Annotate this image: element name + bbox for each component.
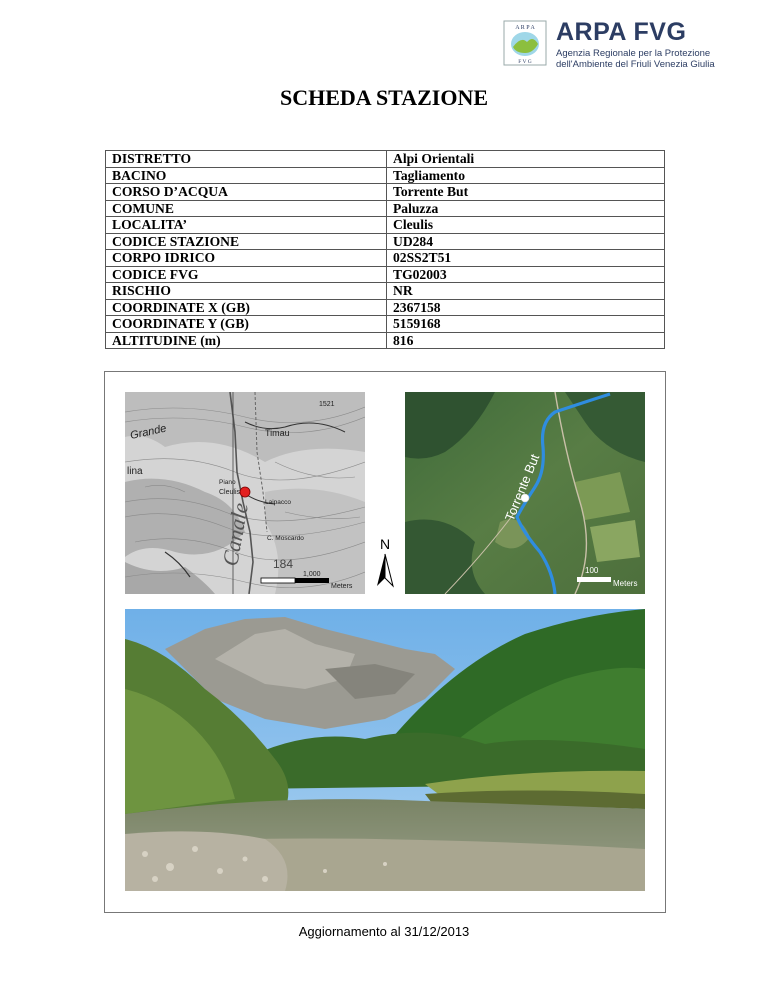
topo-label-altitude-bottom: 184 bbox=[273, 557, 294, 571]
table-row bbox=[106, 316, 665, 333]
topo-label-grande: Grande bbox=[129, 422, 168, 442]
info-value: TG02003 bbox=[387, 266, 665, 283]
topo-label-altitude-top: 1521 bbox=[319, 401, 335, 408]
info-label: BACINO bbox=[106, 167, 387, 184]
topo-label-moscardo: C. Moscardo bbox=[267, 535, 304, 542]
satellite-river-label: Torrente But bbox=[501, 451, 543, 524]
satellite-map bbox=[405, 392, 645, 594]
north-arrow-icon bbox=[373, 536, 397, 588]
logo-subtitle-line2: dell'Ambiente del Friuli Venezia Giulia bbox=[556, 59, 715, 70]
info-value: NR bbox=[387, 283, 665, 300]
info-value: 5159168 bbox=[387, 316, 665, 333]
table-row bbox=[106, 233, 665, 250]
topo-label-lina: lina bbox=[127, 466, 143, 477]
page-title: SCHEDA STAZIONE bbox=[279, 85, 489, 110]
info-label: CODICE STAZIONE bbox=[106, 233, 387, 250]
info-label: ALTITUDINE (m) bbox=[106, 332, 387, 349]
table-row bbox=[106, 266, 665, 283]
topo-scale-value: 1,000 bbox=[303, 571, 321, 578]
table-row bbox=[106, 217, 665, 234]
table-row bbox=[106, 184, 665, 201]
table-row bbox=[106, 151, 665, 168]
info-label: LOCALITA’ bbox=[106, 217, 387, 234]
info-label: COMUNE bbox=[106, 200, 387, 217]
station-info-table bbox=[105, 150, 665, 349]
table-row bbox=[106, 332, 665, 349]
info-label: RISCHIO bbox=[106, 283, 387, 300]
topo-label-laipacco: Laipacco bbox=[265, 499, 292, 506]
info-label: CODICE FVG bbox=[106, 266, 387, 283]
table-row bbox=[106, 250, 665, 267]
topo-scale-unit: Meters bbox=[331, 583, 353, 590]
river-photo bbox=[125, 609, 645, 891]
satellite-scale-value: 100 bbox=[585, 566, 599, 575]
topo-label-canale: Canale bbox=[217, 500, 253, 568]
topo-label-cleulis: Cleulis bbox=[219, 489, 241, 496]
info-label: DISTRETTO bbox=[106, 151, 387, 168]
table-row bbox=[106, 167, 665, 184]
info-label: CORPO IDRICO bbox=[106, 250, 387, 267]
logo-mark-top-text: A R P A bbox=[515, 25, 535, 31]
info-value: Alpi Orientali bbox=[387, 151, 665, 168]
footer-update-date: Aggiornamento al 31/12/2013 bbox=[298, 924, 470, 939]
info-value: 816 bbox=[387, 332, 665, 349]
topo-label-piano: Piano bbox=[219, 479, 236, 486]
info-label: COORDINATE X (GB) bbox=[106, 299, 387, 316]
satellite-scale-unit: Meters bbox=[613, 579, 638, 588]
table-row bbox=[106, 299, 665, 316]
north-label: N bbox=[379, 536, 391, 552]
info-label: COORDINATE Y (GB) bbox=[106, 316, 387, 333]
logo-title: ARPA FVG bbox=[556, 18, 687, 46]
topographic-map bbox=[125, 392, 365, 594]
topo-label-timau: Timau bbox=[265, 428, 290, 438]
info-value: 02SS2T51 bbox=[387, 250, 665, 267]
images-frame bbox=[104, 371, 666, 913]
logo-subtitle-line1: Agenzia Regionale per la Protezione bbox=[556, 48, 711, 59]
info-value: Cleulis bbox=[387, 217, 665, 234]
info-label: CORSO D’ACQUA bbox=[106, 184, 387, 201]
info-value: 2367158 bbox=[387, 299, 665, 316]
info-value: Tagliamento bbox=[387, 167, 665, 184]
info-value: Paluzza bbox=[387, 200, 665, 217]
info-value: UD284 bbox=[387, 233, 665, 250]
logo-mark-bottom-text: F V G bbox=[518, 59, 532, 65]
table-row bbox=[106, 283, 665, 300]
table-row bbox=[106, 200, 665, 217]
info-value: Torrente But bbox=[387, 184, 665, 201]
arpa-fvg-logo bbox=[503, 20, 713, 70]
arpa-logo-mark-icon bbox=[503, 20, 547, 66]
